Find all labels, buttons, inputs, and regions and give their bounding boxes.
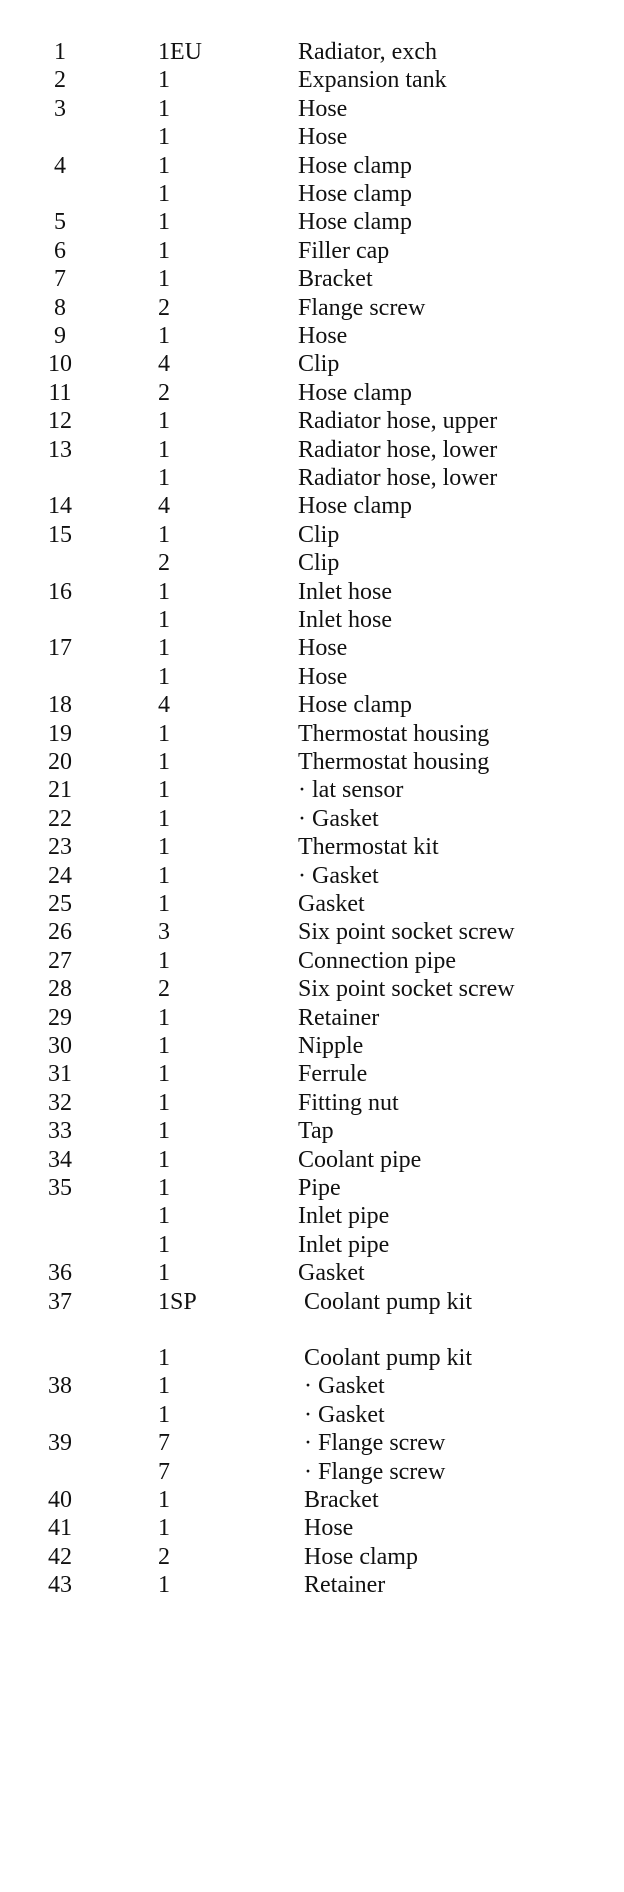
parts-row bbox=[0, 1060, 624, 1088]
parts-row bbox=[0, 1514, 624, 1542]
part-quantity: 1 bbox=[158, 1487, 170, 1513]
parts-row bbox=[0, 1231, 624, 1259]
part-description: Gasket bbox=[298, 1260, 365, 1286]
parts-row bbox=[0, 1202, 624, 1230]
parts-row bbox=[0, 379, 624, 407]
part-ref-number: 22 bbox=[48, 806, 72, 832]
part-quantity: 1 bbox=[158, 863, 170, 889]
parts-row bbox=[0, 1372, 624, 1400]
part-description: Hose clamp bbox=[298, 692, 412, 718]
part-quantity: 1 bbox=[158, 124, 170, 150]
part-ref-number: 36 bbox=[48, 1260, 72, 1286]
part-ref-number: 13 bbox=[48, 437, 72, 463]
part-description: Retainer bbox=[298, 1005, 380, 1031]
parts-row bbox=[0, 1146, 624, 1174]
part-description: Filler cap bbox=[298, 238, 390, 264]
part-ref-number: 27 bbox=[48, 948, 72, 974]
part-ref-number: 12 bbox=[48, 408, 72, 434]
part-description: · Flange screw bbox=[304, 1459, 446, 1485]
part-description: Coolant pump kit bbox=[304, 1289, 472, 1315]
part-description: Hose clamp bbox=[298, 209, 412, 235]
part-ref-number: 34 bbox=[48, 1147, 72, 1173]
parts-row bbox=[0, 1429, 624, 1457]
part-ref-number: 24 bbox=[48, 863, 72, 889]
parts-row bbox=[0, 918, 624, 946]
part-ref-number: 16 bbox=[48, 579, 72, 605]
part-ref-number: 2 bbox=[54, 67, 66, 93]
parts-row bbox=[0, 1032, 624, 1060]
part-ref-number: 39 bbox=[48, 1430, 72, 1456]
part-description: · Gasket bbox=[298, 863, 379, 889]
part-ref-number: 15 bbox=[48, 522, 72, 548]
part-description: Hose bbox=[304, 1515, 354, 1541]
part-description: Hose clamp bbox=[298, 493, 412, 519]
part-description: Thermostat housing bbox=[298, 749, 490, 775]
part-quantity: 1 bbox=[158, 635, 170, 661]
parts-row bbox=[0, 748, 624, 776]
part-description: Fitting nut bbox=[298, 1090, 399, 1116]
part-quantity: 1 bbox=[158, 1373, 170, 1399]
part-ref-number: 5 bbox=[54, 209, 66, 235]
part-quantity: 1 bbox=[158, 834, 170, 860]
part-ref-number: 18 bbox=[48, 692, 72, 718]
part-quantity: 1 bbox=[158, 664, 170, 690]
part-ref-number: 43 bbox=[48, 1572, 72, 1598]
part-description: · Gasket bbox=[304, 1402, 385, 1428]
parts-row bbox=[0, 720, 624, 748]
parts-row bbox=[0, 237, 624, 265]
parts-row bbox=[0, 1288, 624, 1316]
part-description: Connection pipe bbox=[298, 948, 456, 974]
parts-row bbox=[0, 776, 624, 804]
parts-row bbox=[0, 1089, 624, 1117]
part-description: Clip bbox=[298, 351, 340, 377]
part-quantity: 1 bbox=[158, 181, 170, 207]
parts-row bbox=[0, 38, 624, 66]
parts-row bbox=[0, 407, 624, 435]
part-ref-number: 29 bbox=[48, 1005, 72, 1031]
part-description: Hose bbox=[298, 124, 348, 150]
parts-row bbox=[0, 663, 624, 691]
part-quantity: 1 bbox=[158, 721, 170, 747]
part-quantity: 1 bbox=[158, 67, 170, 93]
parts-row bbox=[0, 208, 624, 236]
parts-row bbox=[0, 1401, 624, 1429]
parts-row bbox=[0, 1004, 624, 1032]
parts-row bbox=[0, 1458, 624, 1486]
part-quantity: 1 bbox=[158, 522, 170, 548]
parts-row bbox=[0, 294, 624, 322]
part-ref-number: 40 bbox=[48, 1487, 72, 1513]
parts-row bbox=[0, 322, 624, 350]
part-description: · Gasket bbox=[304, 1373, 385, 1399]
part-ref-number: 3 bbox=[54, 96, 66, 122]
part-description: Clip bbox=[298, 550, 340, 576]
part-quantity: 2 bbox=[158, 976, 170, 1002]
parts-row bbox=[0, 521, 624, 549]
part-ref-number: 20 bbox=[48, 749, 72, 775]
part-description: Pipe bbox=[298, 1175, 341, 1201]
part-description: Radiator hose, upper bbox=[298, 408, 498, 434]
part-quantity: 1 bbox=[158, 948, 170, 974]
parts-row bbox=[0, 152, 624, 180]
parts-row bbox=[0, 95, 624, 123]
part-ref-number: 38 bbox=[48, 1373, 72, 1399]
part-ref-number: 42 bbox=[48, 1544, 72, 1570]
parts-row bbox=[0, 606, 624, 634]
part-quantity: 1 bbox=[158, 607, 170, 633]
parts-row bbox=[0, 464, 624, 492]
part-quantity: 2 bbox=[158, 295, 170, 321]
part-description: Bracket bbox=[298, 266, 373, 292]
parts-row bbox=[0, 265, 624, 293]
part-quantity: 1 bbox=[158, 1232, 170, 1258]
parts-row bbox=[0, 1486, 624, 1514]
part-description: Hose clamp bbox=[298, 181, 412, 207]
part-description: Six point socket screw bbox=[298, 976, 515, 1002]
parts-row bbox=[0, 634, 624, 662]
part-description: Thermostat kit bbox=[298, 834, 439, 860]
part-quantity: 1 bbox=[158, 238, 170, 264]
part-ref-number: 14 bbox=[48, 493, 72, 519]
part-quantity: 1 bbox=[158, 1345, 170, 1371]
part-description: Inlet hose bbox=[298, 607, 392, 633]
part-description: Ferrule bbox=[298, 1061, 368, 1087]
part-ref-number: 25 bbox=[48, 891, 72, 917]
part-description: Thermostat housing bbox=[298, 721, 490, 747]
part-description: Inlet pipe bbox=[298, 1232, 390, 1258]
part-description: Hose clamp bbox=[304, 1544, 418, 1570]
part-ref-number: 4 bbox=[54, 153, 66, 179]
part-quantity: 1 bbox=[158, 1203, 170, 1229]
part-quantity: 3 bbox=[158, 919, 170, 945]
parts-row bbox=[0, 492, 624, 520]
part-ref-number: 10 bbox=[48, 351, 72, 377]
part-description: · Flange screw bbox=[304, 1430, 446, 1456]
parts-row bbox=[0, 1174, 624, 1202]
part-quantity: 4 bbox=[158, 692, 170, 718]
part-description: Radiator, exch bbox=[298, 39, 437, 65]
parts-row bbox=[0, 947, 624, 975]
part-ref-number: 23 bbox=[48, 834, 72, 860]
part-quantity: 1EU bbox=[158, 39, 202, 65]
parts-row bbox=[0, 123, 624, 151]
part-quantity: 1 bbox=[158, 465, 170, 491]
part-description: Expansion tank bbox=[298, 67, 447, 93]
part-description: Hose clamp bbox=[298, 380, 412, 406]
part-quantity: 1 bbox=[158, 1147, 170, 1173]
part-ref-number: 28 bbox=[48, 976, 72, 1002]
parts-row bbox=[0, 578, 624, 606]
part-description: Bracket bbox=[304, 1487, 379, 1513]
part-description: Hose bbox=[298, 635, 348, 661]
part-quantity: 1 bbox=[158, 806, 170, 832]
parts-row bbox=[0, 1344, 624, 1372]
part-description: Coolant pipe bbox=[298, 1147, 422, 1173]
part-quantity: 1SP bbox=[158, 1289, 197, 1315]
parts-row bbox=[0, 1117, 624, 1145]
parts-row bbox=[0, 805, 624, 833]
part-description: Coolant pump kit bbox=[304, 1345, 472, 1371]
part-ref-number: 7 bbox=[54, 266, 66, 292]
part-description: Hose clamp bbox=[298, 153, 412, 179]
parts-row bbox=[0, 691, 624, 719]
parts-row bbox=[0, 1543, 624, 1571]
parts-row bbox=[0, 436, 624, 464]
part-quantity: 1 bbox=[158, 891, 170, 917]
part-quantity: 1 bbox=[158, 1061, 170, 1087]
part-ref-number: 6 bbox=[54, 238, 66, 264]
part-quantity: 1 bbox=[158, 1005, 170, 1031]
part-description: Nipple bbox=[298, 1033, 364, 1059]
part-description: Hose bbox=[298, 323, 348, 349]
part-description: · lat sensor bbox=[298, 777, 404, 803]
part-description: Radiator hose, lower bbox=[298, 437, 498, 463]
part-quantity: 7 bbox=[158, 1459, 170, 1485]
part-description: Six point socket screw bbox=[298, 919, 515, 945]
part-quantity: 1 bbox=[158, 209, 170, 235]
parts-row bbox=[0, 890, 624, 918]
part-quantity: 4 bbox=[158, 493, 170, 519]
part-ref-number: 37 bbox=[48, 1289, 72, 1315]
part-quantity: 1 bbox=[158, 153, 170, 179]
parts-row bbox=[0, 66, 624, 94]
part-description: Hose bbox=[298, 96, 348, 122]
part-quantity: 1 bbox=[158, 1572, 170, 1598]
part-ref-number: 33 bbox=[48, 1118, 72, 1144]
part-ref-number: 31 bbox=[48, 1061, 72, 1087]
part-quantity: 2 bbox=[158, 380, 170, 406]
part-quantity: 2 bbox=[158, 550, 170, 576]
part-description: Gasket bbox=[298, 891, 365, 917]
parts-row bbox=[0, 862, 624, 890]
parts-row bbox=[0, 350, 624, 378]
part-ref-number: 32 bbox=[48, 1090, 72, 1116]
part-quantity: 1 bbox=[158, 323, 170, 349]
parts-row bbox=[0, 1259, 624, 1287]
part-description: Tap bbox=[298, 1118, 334, 1144]
part-ref-number: 41 bbox=[48, 1515, 72, 1541]
part-quantity: 1 bbox=[158, 1515, 170, 1541]
part-description: Clip bbox=[298, 522, 340, 548]
part-quantity: 2 bbox=[158, 1544, 170, 1570]
part-description: Inlet hose bbox=[298, 579, 392, 605]
parts-row bbox=[0, 975, 624, 1003]
part-quantity: 1 bbox=[158, 579, 170, 605]
part-description: Retainer bbox=[304, 1572, 386, 1598]
part-description: Hose bbox=[298, 664, 348, 690]
part-quantity: 1 bbox=[158, 1402, 170, 1428]
part-description: Inlet pipe bbox=[298, 1203, 390, 1229]
part-ref-number: 17 bbox=[48, 635, 72, 661]
part-quantity: 1 bbox=[158, 1118, 170, 1144]
part-description: Radiator hose, lower bbox=[298, 465, 498, 491]
part-ref-number: 21 bbox=[48, 777, 72, 803]
part-ref-number: 1 bbox=[54, 39, 66, 65]
part-quantity: 4 bbox=[158, 351, 170, 377]
part-ref-number: 19 bbox=[48, 721, 72, 747]
part-quantity: 1 bbox=[158, 1033, 170, 1059]
part-description: · Gasket bbox=[298, 806, 379, 832]
part-ref-number: 30 bbox=[48, 1033, 72, 1059]
part-ref-number: 8 bbox=[54, 295, 66, 321]
parts-row bbox=[0, 549, 624, 577]
part-ref-number: 11 bbox=[48, 380, 72, 406]
part-ref-number: 26 bbox=[48, 919, 72, 945]
part-quantity: 1 bbox=[158, 266, 170, 292]
part-quantity: 1 bbox=[158, 777, 170, 803]
part-description: Flange screw bbox=[298, 295, 426, 321]
part-quantity: 1 bbox=[158, 96, 170, 122]
part-quantity: 1 bbox=[158, 749, 170, 775]
part-ref-number: 9 bbox=[54, 323, 66, 349]
parts-row bbox=[0, 833, 624, 861]
part-quantity: 7 bbox=[158, 1430, 170, 1456]
part-quantity: 1 bbox=[158, 1175, 170, 1201]
part-quantity: 1 bbox=[158, 437, 170, 463]
part-ref-number: 35 bbox=[48, 1175, 72, 1201]
parts-row bbox=[0, 180, 624, 208]
parts-row bbox=[0, 1571, 624, 1599]
part-quantity: 1 bbox=[158, 1090, 170, 1116]
part-quantity: 1 bbox=[158, 1260, 170, 1286]
part-quantity: 1 bbox=[158, 408, 170, 434]
